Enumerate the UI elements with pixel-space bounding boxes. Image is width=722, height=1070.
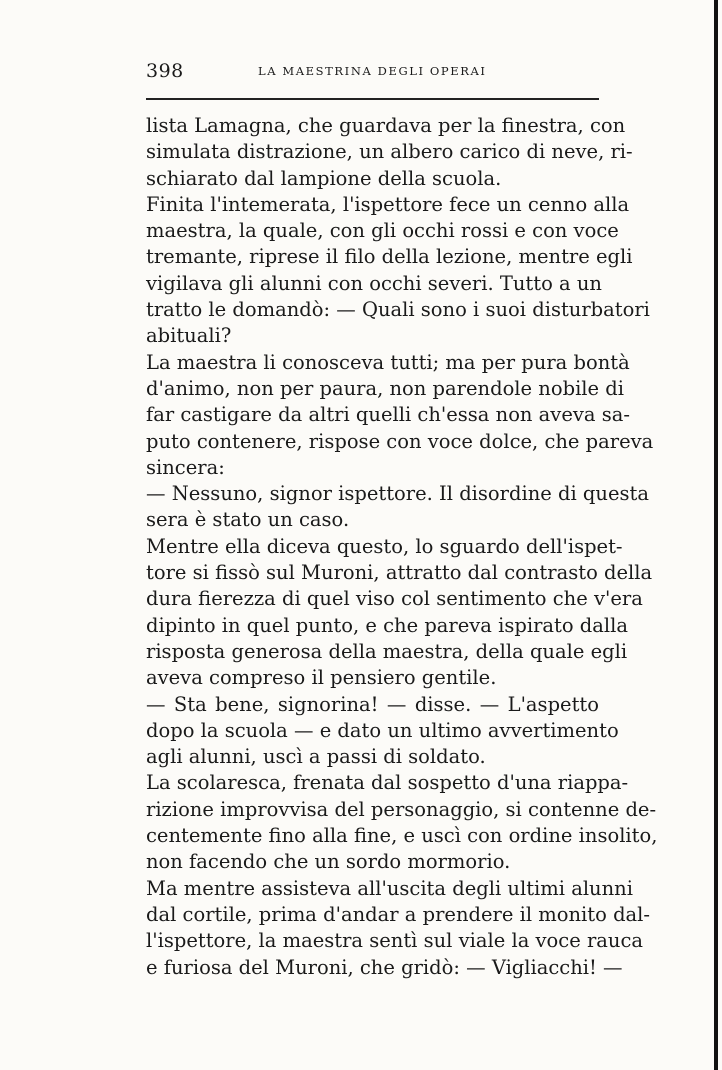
text-line: tremante, riprese il filo della lezione, mentre egli — [146, 245, 633, 269]
text-line: tore si fissò sul Muroni, attratto dal contrasto della — [146, 561, 653, 585]
text-line: dal cortile, prima d'andar a prendere il monito dal- — [146, 902, 651, 926]
text-line: maestra, la quale, con gli occhi rossi e con voce — [146, 219, 619, 243]
text-line: dura fierezza di quel viso col sentimento che v'era — [146, 587, 643, 611]
text-line: tratto le domandò: — Quali sono i suoi disturbatori — [146, 298, 650, 322]
text-line: — Sta bene, signorina! — disse. — L'aspetto — [146, 692, 599, 716]
text-line: Mentre ella diceva questo, lo sguardo dell'ispet- — [146, 534, 623, 558]
text-line: abituali? — [146, 324, 232, 348]
text-line: l'ispettore, la maestra sentì sul viale la voce rauca — [146, 929, 644, 953]
text-line: e furiosa del Muroni, che gridò: — Vigliacchi! — — [146, 955, 623, 979]
text-line: simulata distrazione, un albero carico di neve, ri- — [146, 140, 633, 164]
text-line: vigilava gli alunni con occhi severi. Tutto a un — [146, 271, 602, 295]
header-rule — [146, 98, 599, 100]
text-line: d'animo, non per paura, non parendole nobile di — [146, 376, 624, 400]
running-title: LA MAESTRINA DEGLI OPERAI — [258, 64, 487, 78]
text-line: Finita l'intemerata, l'ispettore fece un cenno alla — [146, 192, 630, 216]
page-header — [146, 60, 599, 88]
text-line: dopo la scuola — e dato un ultimo avvertimento — [146, 718, 619, 742]
text-line: rizione improvvisa del personaggio, si contenne de- — [146, 797, 657, 821]
text-line: aveva compreso il pensiero gentile. — [146, 666, 497, 690]
text-line: far castigare da altri quelli ch'essa non aveva sa- — [146, 403, 630, 427]
text-line: Ma mentre assisteva all'uscita degli ultimi alunni — [146, 876, 633, 900]
text-line: puto contenere, rispose con voce dolce, che pareva — [146, 429, 654, 453]
text-line: sincera: — [146, 455, 225, 479]
text-line: risposta generosa della maestra, della quale egli — [146, 639, 628, 663]
text-line: schiarato dal lampione della scuola. — [146, 166, 502, 190]
text-line: — Nessuno, signor ispettore. Il disordine di questa — [146, 482, 649, 506]
text-line: centemente fino alla fine, e uscì con ordine insolito, — [146, 824, 658, 848]
text-line: agli alunni, uscì a passi di soldato. — [146, 745, 486, 769]
page-number: 398 — [146, 60, 184, 82]
page-edge-shadow — [714, 0, 718, 1070]
text-line: non facendo che un sordo mormorio. — [146, 850, 511, 874]
body-text — [146, 113, 658, 981]
text-line: lista Lamagna, che guardava per la finestra, con — [146, 114, 626, 137]
text-line: dipinto in quel punto, e che pareva ispirato dalla — [146, 613, 629, 637]
text-line: sera è stato un caso. — [146, 508, 350, 532]
text-line: La maestra li conosceva tutti; ma per pura bontà — [146, 350, 630, 374]
text-line: La scolaresca, frenata dal sospetto d'una riappa- — [146, 771, 629, 795]
